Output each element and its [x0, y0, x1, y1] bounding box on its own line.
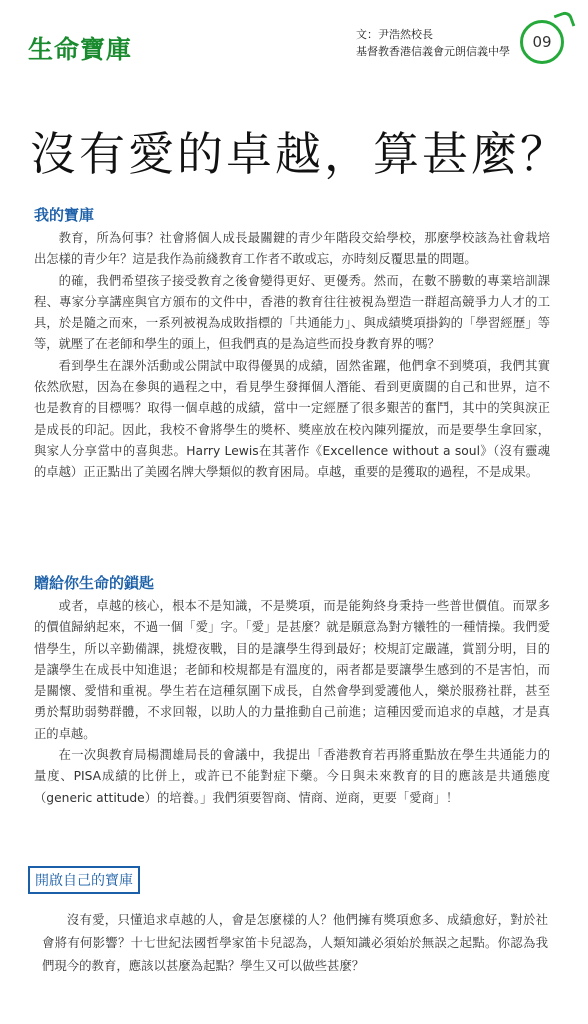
section-body-life-key	[34, 596, 550, 809]
section-heading-my-treasure: 我的寶庫	[34, 206, 95, 224]
article-title: 沒有愛的卓越，算甚麼？	[30, 127, 569, 181]
school-line: 基督教香港信義會元朗信義中學	[356, 45, 510, 58]
byline	[356, 26, 510, 60]
page-number: 09	[532, 33, 552, 51]
paragraph: 在一次與教育局楊潤雄局長的會議中，我提出「香港教育若再將重點放在學生共通能力的量度、PISA成績的比併上，或許已不能對症下藥。今日與未來教育的目的應該是共通態度（generic attitude）的培養。」我們須要智商、情商、逆商，更要「愛商」！	[34, 748, 550, 805]
paragraph: 教育，所為何事？社會將個人成長最關鍵的青少年階段交給學校，那麼學校該為社會栽培出怎樣的青少年？這是我作為前綫教育工作者不敢或忘，亦時刻反覆思量的問題。	[34, 231, 550, 267]
paragraph: 看到學生在課外活動或公開試中取得優異的成績，固然雀躍，他們拿不到獎項，我們其實依然欣慰，因為在參與的過程之中，看見學生發揮個人潛能、看到更廣闊的自己和世界，這不也是教育的目標嗎？取得一個卓越的成績，當中一定經歷了很多艱苦的奮鬥，其中的笑與淚正是成長的印記。因此，我校不會將學生的獎杯、獎座放在校內陳列擺放，而是要學生拿回家，與家人分享當中的喜與悲。Harry Lewis在其著作《Excellence without a soul》（沒有靈魂的卓越）正正點出了美國名牌大學類似的教育困局。卓越，重要的是獲取的過程，不是成果。	[34, 358, 550, 480]
page-number-badge	[520, 20, 564, 64]
section-body-open-treasure	[42, 908, 548, 977]
brand-title: 生命寶庫	[28, 35, 133, 64]
author-line: 文：尹浩然校長	[356, 28, 433, 41]
paragraph: 或者，卓越的核心，根本不是知識，不是獎項，而是能夠終身秉持一些普世價值。而眾多的價值歸納起來，不過一個「愛」字。「愛」是甚麼？就是願意為對方犧牲的一種情操。我們愛惜學生，所以辛勤備課，挑燈夜戰，目的是讓學生得到最好；校規訂定嚴謹，賞罰分明，目的是讓學生在成長中知進退；老師和校規都是有溫度的，兩者都是要讓學生感到的不是害怕，而是關懷、愛惜和重視。學生若在這種氛圍下成長，自然會學到愛護他人，樂於服務社群，甚至勇於幫助弱勢群體，不求回報，以助人的力量推動自己前進；這種因愛而追求的卓越，才是真正的卓越。	[34, 599, 550, 741]
section-heading-life-key: 贈給你生命的鎖匙	[34, 574, 155, 592]
section-heading-open-treasure: 開啟自己的寶庫	[28, 866, 140, 894]
paragraph: 的確，我們希望孩子接受教育之後會變得更好、更優秀。然而，在數不勝數的專業培訓課程、專家分享講座與官方頒布的文件中，香港的教育往往被視為塑造一群超高競爭力人才的工具，於是隨之而來，一系列被視為成敗指標的「共通能力」、與成績獎項掛鈎的「學習經歷」等等，就壓了在老師和學生的頭上，但我們真的是為這些而投身教育界的嗎？	[34, 273, 550, 352]
section-body-my-treasure	[34, 228, 550, 484]
paragraph: 沒有愛，只懂追求卓越的人，會是怎麼樣的人？他們擁有獎項愈多、成績愈好，對於社會將有何影響？十七世紀法國哲學家笛卡兒認為，人類知識必須始於無誤之起點。你認為我們現今的教育，應該以甚麼為起點？學生又可以做些甚麼？	[42, 912, 548, 973]
